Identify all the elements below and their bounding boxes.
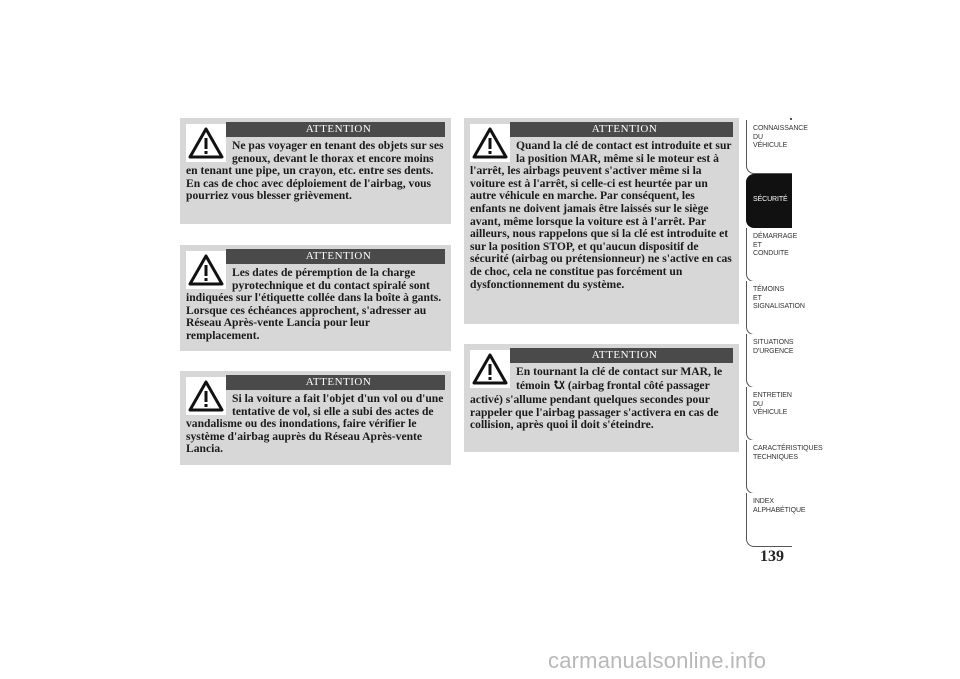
warning-box-5 [464, 344, 739, 452]
tab-label: CARACTÉRISTIQUES TECHNIQUES [753, 445, 823, 461]
tab-caracteristiques-techniques[interactable] [746, 440, 823, 494]
warning-heading: ATTENTION [510, 348, 733, 363]
tab-index-alphabetique[interactable] [746, 493, 806, 547]
warning-text: Quand la clé de contact est introduite et sur la position MAR, même si le moteur est à l'arrêt, les airbags peuvent s'activer même si la voiture est à l'arrêt, si celle-ci est heurtée par un autre véhicule en marche. Par conséquent, les enfants ne doivent jamais être laissés sur le siège avant, même lorsque la voiture est à l'arrêt. Par ailleurs, nous rappelons que si la clé est introduite et sur la position STOP, et qu'aucun dispositif de sécurité (airbag ou prétensionneur) ne s'active en cas de choc, cela ne constitue pas forcément un dysfonctionnement du système. [470, 139, 732, 291]
tab-connaissance-du-vehicule[interactable] [746, 120, 808, 174]
tab-label: INDEX ALPHABÉTIQUE [753, 498, 806, 514]
passenger-airbag-indicator-icon [553, 379, 565, 395]
warning-box-1 [180, 118, 451, 224]
warning-heading: ATTENTION [510, 122, 733, 137]
warning-box-3 [180, 371, 451, 465]
warning-triangle-icon [186, 124, 226, 162]
warning-text: Ne pas voyager en tenant des objets sur ses genoux, devant le thorax et encore moins en tenant une pipe, un crayon, etc. entre ses dents. En cas de choc avec déploiement de l'airbag, vous pourriez vous blesser grièvement. [186, 139, 444, 203]
warning-text-part-1: En tournant la clé de contact sur MAR, le témoin [516, 365, 723, 392]
warning-triangle-icon [470, 350, 510, 388]
tab-situations-d-urgence[interactable] [746, 334, 792, 388]
tab-label: SITUATIONS D'URGENCE [753, 339, 794, 355]
warning-triangle-icon [470, 124, 510, 162]
tab-entretien-du-vehicule[interactable] [746, 387, 792, 441]
tab-label: DÉMARRAGE ET CONDUITE [753, 233, 798, 257]
warning-box-4 [464, 118, 739, 324]
warning-heading: ATTENTION [226, 249, 445, 264]
page-number: 139 [760, 548, 784, 565]
warning-text: Si la voiture a fait l'objet d'un vol ou d'une tentative de vol, si elle a subi des actes de vandalisme ou des inondations, faire vérifier le système d'airbag auprès du Réseau Après-vente Lancia. [186, 392, 444, 456]
warning-heading: ATTENTION [226, 122, 445, 137]
tab-label: TÉMOINS ET SIGNALISATION [753, 286, 805, 310]
tab-label: ENTRETIEN DU VÉHICULE [753, 392, 792, 416]
tab-temoins-et-signalisation[interactable] [746, 281, 805, 335]
warning-triangle-icon [186, 251, 226, 289]
warning-heading: ATTENTION [226, 375, 445, 390]
tab-securite[interactable] [746, 174, 792, 228]
tab-demarrage-et-conduite[interactable] [746, 228, 798, 282]
warning-box-2 [180, 245, 451, 351]
warning-text-part-2: (airbag frontal côté passager activé) s'allume pendant quelques secondes pour rappeler que l'airbag passager s'activera en cas de collision, après quoi il doit s'éteindre. [470, 378, 719, 432]
warning-text: Les dates de péremption de la charge pyrotechnique et du contact spiralé sont indiquées sur l'étiquette collée dans la boîte à gants. Lorsque ces échéances approchent, s'adresser au Réseau Après-vente Lancia pour leur remplacement. [186, 266, 442, 342]
watermark: carmanualsonline.info [548, 648, 767, 673]
warning-triangle-icon [186, 377, 226, 415]
tab-label: SÉCURITÉ [753, 196, 788, 203]
tab-label: CONNAISSANCE DU VÉHICULE [753, 125, 808, 149]
